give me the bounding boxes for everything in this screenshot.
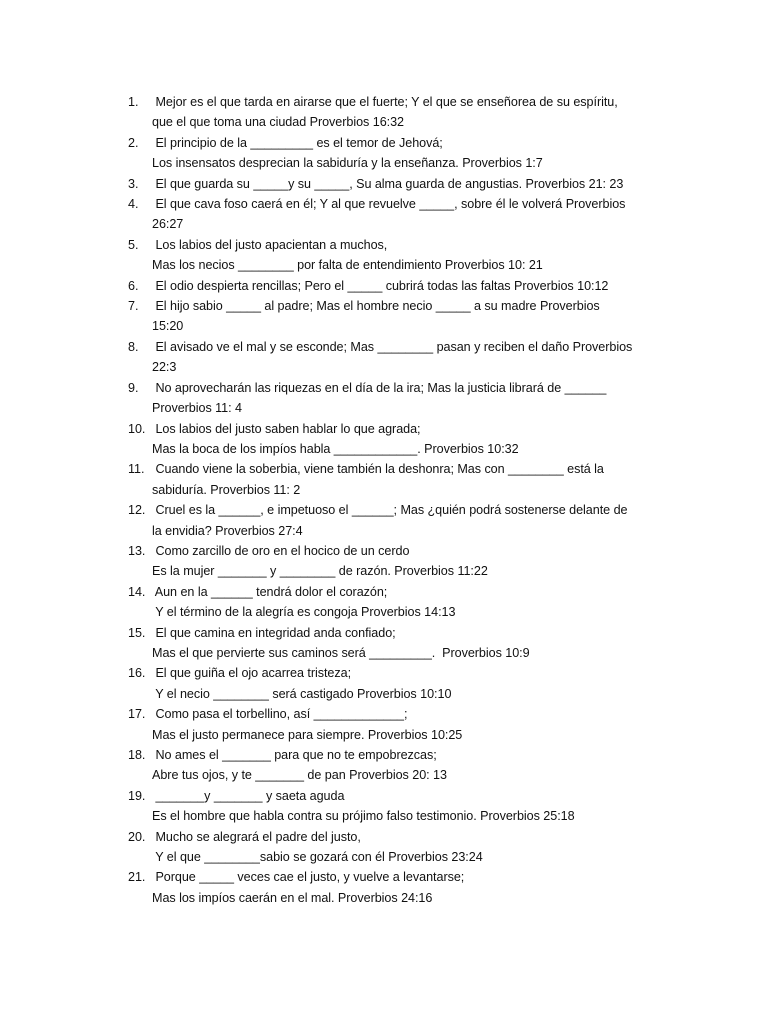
question-item (128, 235, 668, 276)
question-text-line: Los labios del justo saben hablar lo que agrada; (152, 421, 421, 436)
question-text-line: _______y _______ y saeta aguda (152, 788, 345, 803)
question-text-line: 26:27 (152, 217, 184, 232)
question-text-line: Cuando viene la soberbia, viene también la deshonra; Mas con ________ está la (152, 462, 604, 477)
question-number: 15. (128, 625, 146, 640)
question-number: 13. (128, 543, 146, 558)
question-item (128, 378, 668, 419)
question-number: 7. (128, 299, 139, 314)
question-text (152, 174, 668, 194)
question-number: 14. (128, 584, 146, 599)
question-text-line: Y el que ________sabio se gozará con él Proverbios 23:24 (152, 850, 483, 865)
question-text-line: Mejor es el que tarda en airarse que el fuerte; Y el que se enseñorea de su espíritu, (152, 95, 618, 109)
question-item (128, 582, 668, 623)
question-item (128, 194, 668, 235)
question-number: 8. (128, 339, 139, 354)
question-text-line: Es el hombre que habla contra su prójimo falso testimonio. Proverbios 25:18 (152, 809, 575, 824)
question-text (152, 133, 668, 174)
question-text (152, 541, 668, 582)
question-text-line: Porque _____ veces cae el justo, y vuelve a levantarse; (152, 870, 465, 885)
question-text-line: El que cava foso caerá en él; Y al que revuelve _____, sobre él le volverá Proverbios (152, 197, 626, 212)
question-text-line: Los labios del justo apacientan a muchos, (152, 237, 388, 252)
question-text-line: El principio de la _________ es el temor de Jehová; (152, 135, 443, 150)
question-item (128, 623, 668, 664)
question-number: 6. (128, 278, 139, 293)
question-number: 4. (128, 197, 139, 212)
question-text (152, 276, 668, 296)
question-text (152, 235, 668, 276)
question-text-line: El hijo sabio _____ al padre; Mas el hombre necio _____ a su madre Proverbios (152, 299, 600, 314)
question-text-line: Cruel es la ______, e impetuoso el ______; Mas ¿quién podrá sostenerse delante de (152, 503, 628, 518)
question-text-line: 15:20 (152, 319, 184, 334)
question-number: 19. (128, 788, 146, 803)
question-text-line: Mas el que pervierte sus caminos será _________. Proverbios 10:9 (152, 645, 530, 660)
question-text (152, 867, 668, 908)
question-number: 11. (128, 462, 145, 477)
question-item (128, 827, 668, 868)
question-text-line: El avisado ve el mal y se esconde; Mas ________ pasan y reciben el daño Proverbios (152, 339, 633, 354)
question-item (128, 663, 668, 704)
question-item (128, 500, 668, 541)
question-number: 1. (128, 95, 139, 109)
question-number: 18. (128, 748, 146, 762)
question-item (128, 459, 668, 500)
question-number: 2. (128, 135, 139, 150)
question-item (128, 133, 668, 174)
question-text-line: Y el término de la alegría es congoja Proverbios 14:13 (152, 605, 456, 620)
question-text (152, 663, 668, 704)
question-item (128, 541, 668, 582)
question-text-line: Mas el justo permanece para siempre. Proverbios 10:25 (152, 727, 463, 742)
question-item (128, 296, 668, 337)
question-text-line: Aun en la ______ tendrá dolor el corazón; (152, 584, 388, 599)
question-text (152, 582, 668, 623)
question-number: 17. (128, 707, 146, 722)
question-number: 21. (128, 870, 146, 885)
question-text (152, 337, 668, 378)
question-text (152, 296, 668, 337)
question-text (152, 704, 668, 745)
question-text-line: El que guiña el ojo acarrea tristeza; (152, 666, 352, 681)
question-text (152, 459, 668, 500)
question-text-line: la envidia? Proverbios 27:4 (152, 523, 303, 538)
question-number: 5. (128, 237, 139, 252)
question-number: 9. (128, 380, 139, 395)
question-number: 12. (128, 503, 146, 518)
question-text-line: Como pasa el torbellino, así _____________; (152, 707, 408, 722)
question-text-line: No ames el _______ para que no te empobrezcas; (152, 748, 437, 762)
question-text-line: Mas los impíos caerán en el mal. Proverbios 24:16 (152, 890, 433, 905)
question-item (128, 419, 668, 460)
question-text (152, 786, 668, 827)
question-text-line: Mas los necios ________ por falta de entendimiento Proverbios 10: 21 (152, 258, 543, 273)
question-text-line: Abre tus ojos, y te _______ de pan Proverbios 20: 13 (152, 768, 447, 783)
question-number: 16. (128, 666, 146, 681)
question-text-line: Mas la boca de los impíos habla ____________. Proverbios 10:32 (152, 441, 519, 456)
question-text (152, 194, 668, 235)
question-text-line: El que guarda su _____y su _____, Su alma guarda de angustias. Proverbios 21: 23 (152, 176, 624, 191)
question-text (152, 378, 668, 419)
question-number: 10. (128, 421, 146, 436)
question-text-line: Y el necio ________ será castigado Proverbios 10:10 (152, 686, 452, 701)
question-text (152, 92, 668, 133)
question-text (152, 827, 668, 868)
question-item (128, 174, 668, 194)
question-text-line: El odio despierta rencillas; Pero el _____ cubrirá todas las faltas Proverbios 10:12 (152, 278, 609, 293)
question-text-line: Como zarcillo de oro en el hocico de un cerdo (152, 543, 410, 558)
question-text (152, 745, 668, 786)
question-text-line: Es la mujer _______ y ________ de razón. Proverbios 11:22 (152, 564, 488, 579)
question-text-line: que el que toma una ciudad Proverbios 16:32 (152, 115, 405, 130)
proverbs-question-list (128, 92, 668, 908)
question-text-line: Proverbios 11: 4 (152, 401, 242, 416)
question-item (128, 786, 668, 827)
question-text-line: Los insensatos desprecian la sabiduría y la enseñanza. Proverbios 1:7 (152, 156, 543, 171)
question-number: 20. (128, 829, 146, 844)
question-item (128, 867, 668, 908)
question-number: 3. (128, 176, 139, 191)
question-item (128, 276, 668, 296)
question-item (128, 745, 668, 786)
question-text (152, 500, 668, 541)
question-text-line: No aprovecharán las riquezas en el día de la ira; Mas la justicia librará de ______ (152, 380, 607, 395)
question-text-line: sabiduría. Proverbios 11: 2 (152, 482, 301, 497)
question-text-line: 22:3 (152, 360, 177, 375)
question-item (128, 704, 668, 745)
question-item (128, 92, 668, 133)
question-text-line: Mucho se alegrará el padre del justo, (152, 829, 361, 844)
question-text-line: El que camina en integridad anda confiado; (152, 625, 396, 640)
question-text (152, 623, 668, 664)
question-item (128, 337, 668, 378)
question-text (152, 419, 668, 460)
